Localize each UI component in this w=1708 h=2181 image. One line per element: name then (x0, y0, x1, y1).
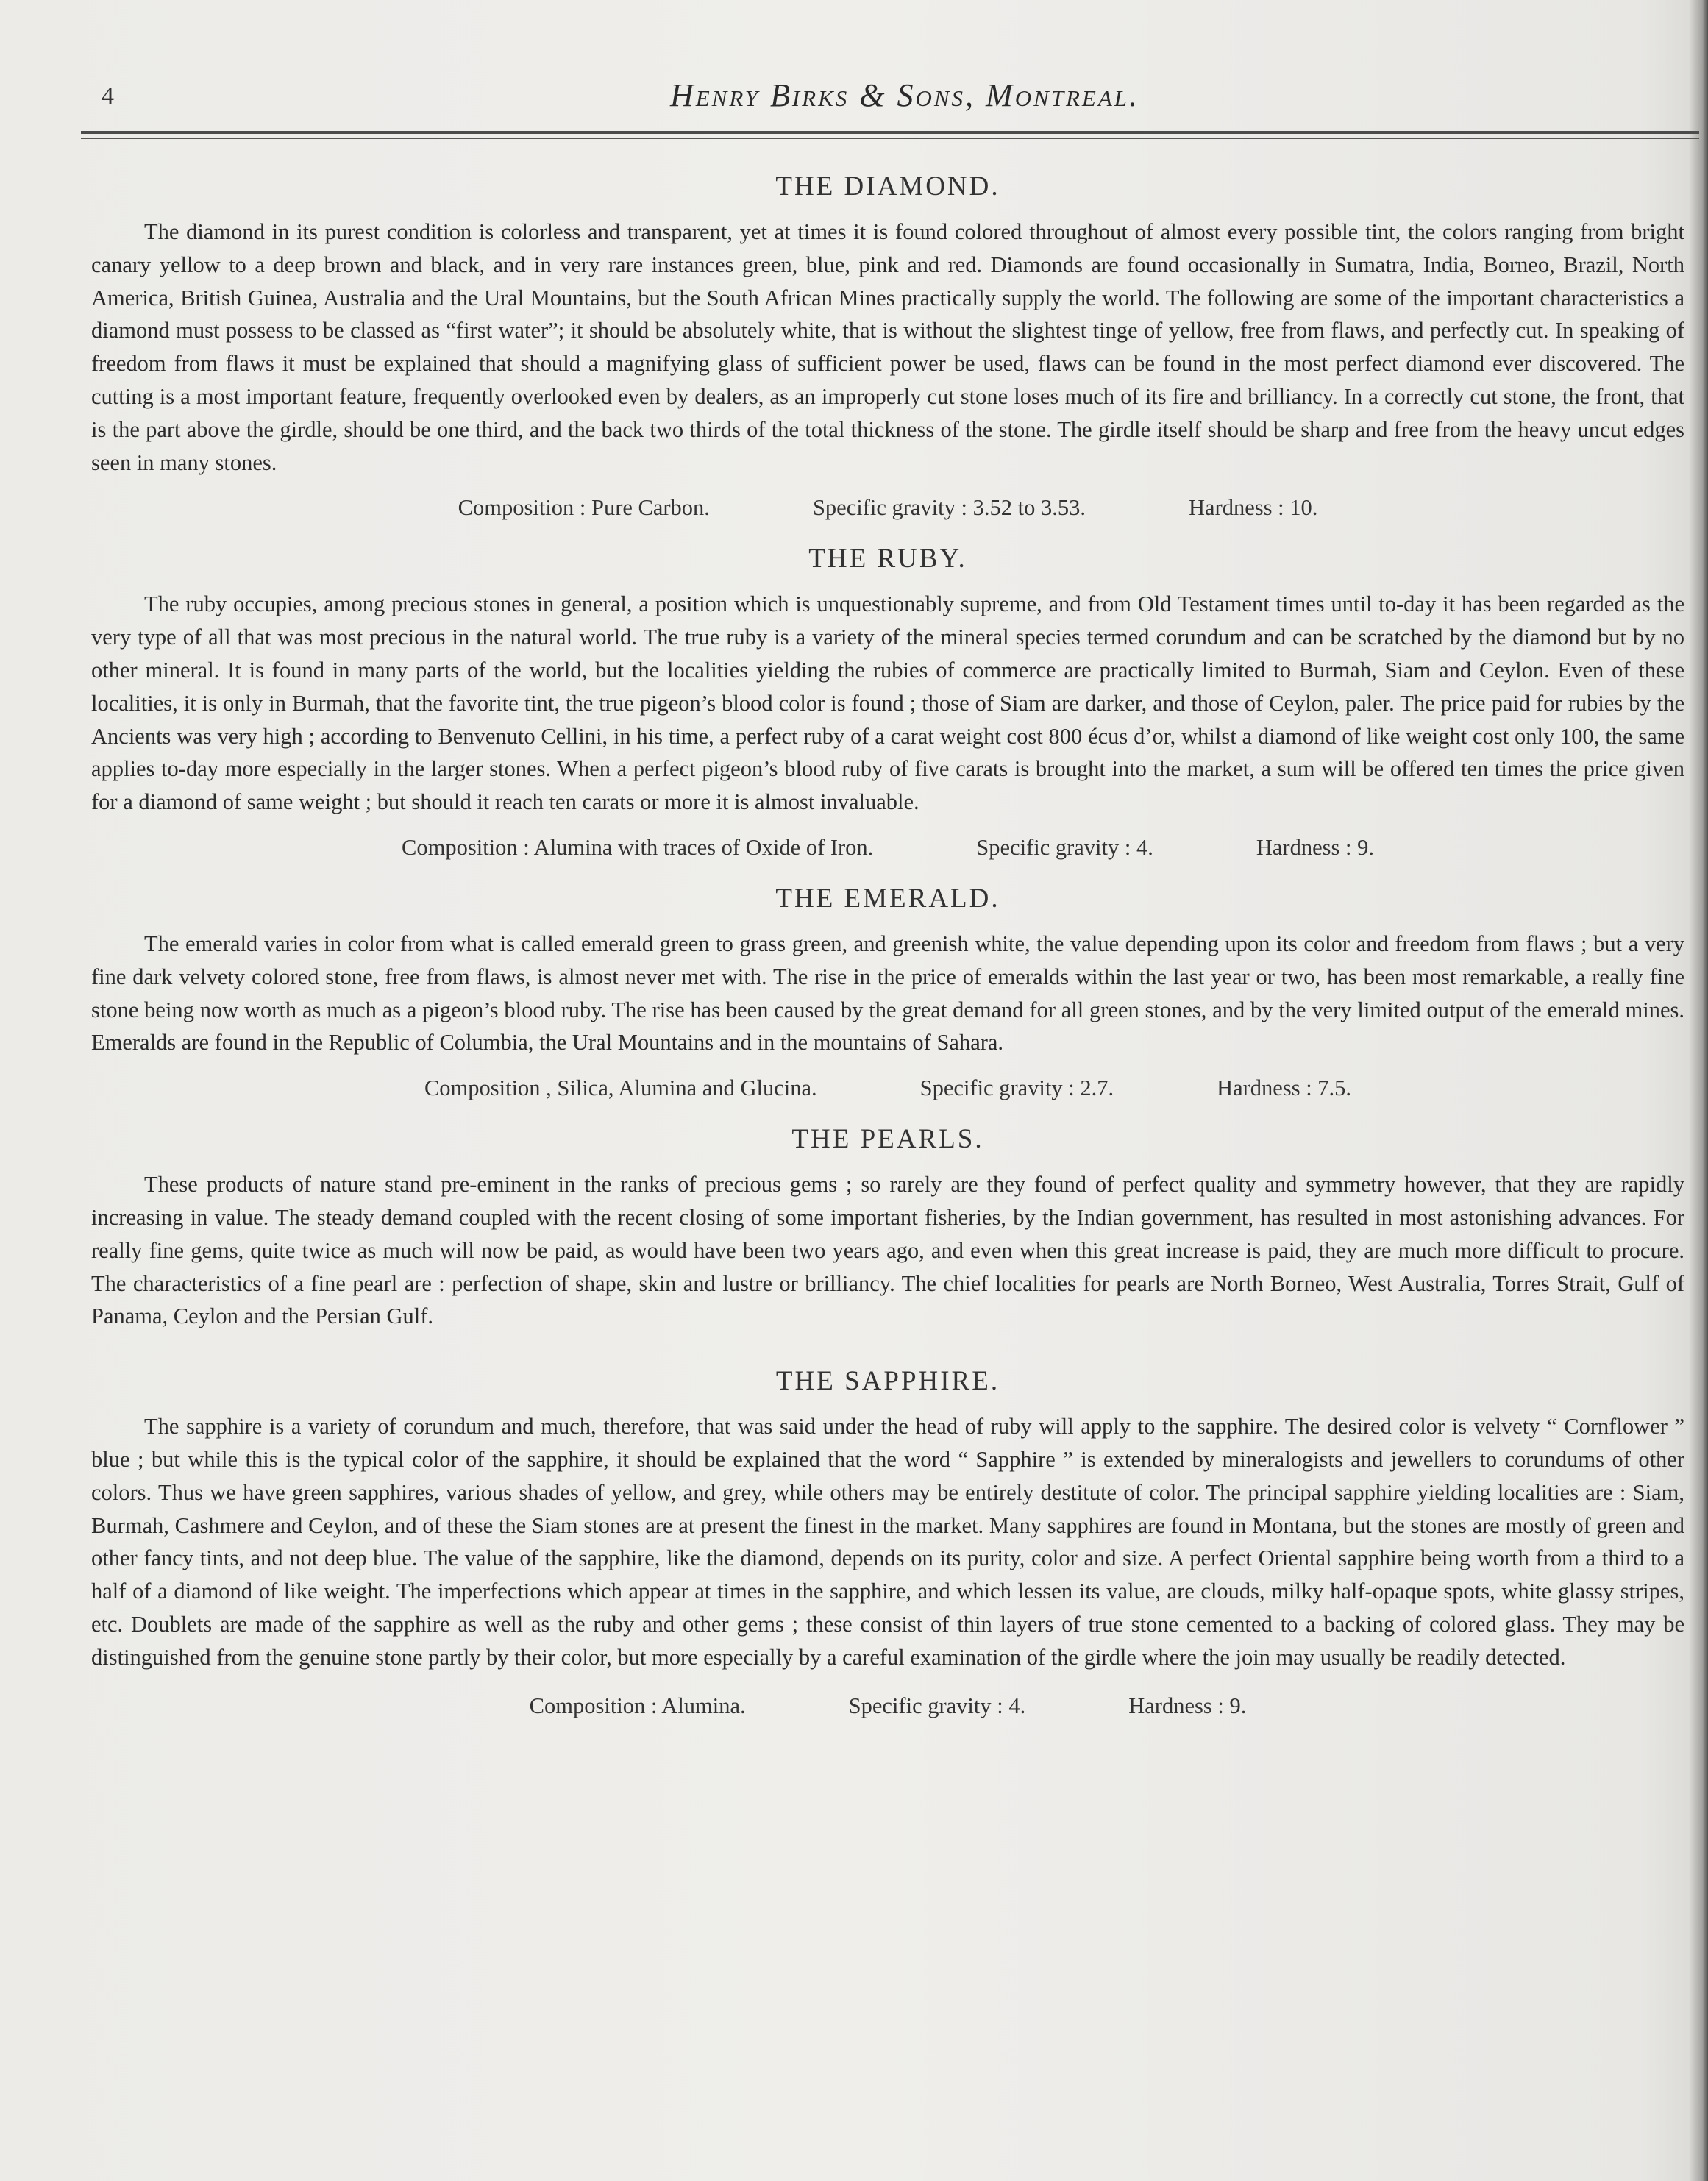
section-body: These products of nature stand pre-eminent in the ranks of precious gems ; so rarely are they found of perfect quality and symmetry however, that they are rapidly increasing in value. The steady demand coupled with the recent closing of some important fisheries, by the Indian government, has resulted in most astonishing advances. For really fine gems, quite twice as much will now be paid, as would have been two years ago, and even when this great increase is paid, they are much more difficult to procure. The characteristics of a fine pearl are : perfection of shape, skin and lustre or brilliancy. The chief localities for pearls are North Borneo, West Australia, Torres Strait, Gulf of Panama, Ceylon and the Persian Gulf. (91, 1172, 1684, 1329)
section-body: The sapphire is a variety of corundum and much, therefore, that was said under the head of ruby will apply to the sapphire. The desired color is velvety “ Cornflower ” blue ; but while this is the typical color of the sapphire, it should be explained that the word “ Sapphire ” is extended by mineralogists and jewellers to corundums of other colors. Thus we have green sapphires, various shades of yellow, and grey, while others may be entirely destitute of color. The principal sapphire yielding localities are : Siam, Burmah, Cashmere and Ceylon, and of these the Siam stones are at present the finest in the market. Many sapphires are found in Montana, but the stones are mostly of green and other fancy tints, and not deep blue. The value of the sapphire, like the diamond, depends on its purity, color and size. A perfect Oriental sapphire being worth from a third to a half of a diamond of like weight. The imperfections which appear at times in the sapphire, and which lessen its value, are clouds, milky half-opaque spots, white glassy stripes, etc. Doublets are made of the sapphire as well as the ruby and other gems ; these consist of thin layers of true stone cemented to a backing of colored glass. They may be distinguished from the genuine stone partly by their color, but more especially by a careful examination of the girdle where the join may usually be readily detected. (91, 1414, 1684, 1670)
header-rule-thin (81, 138, 1699, 139)
composition: Composition : Alumina. (529, 1693, 746, 1718)
gem-specs (91, 495, 1684, 521)
section-body: The diamond in its purest condition is colorless and transparent, yet at times it is found colored throughout of almost every possible tint, the colors ranging from bright canary yellow to a deep brown and black, and in very rare instances green, blue, pink and red. Diamonds are found occasionally in Sumatra, India, Borneo, Brazil, North America, British Guinea, Australia and the Ural Mountains, but the South African Mines practically supply the world. The following are some of the important characteristics a diamond must possess to be classed as “first water”; it should be absolutely white, that is without the slightest tinge of yellow, free from flaws, and perfectly cut. In speaking of freedom from flaws it must be explained that should a magnifying glass of sufficient power be used, flaws can be found in the most perfect diamond ever discovered. The cutting is a most important feature, frequently overlooked even by dealers, as an improperly cut stone loses much of its fire and brilliancy. In a correctly cut stone, the front, that is the part above the girdle, should be one third, and the back two thirds of the total thickness of the stone. The girdle itself should be sharp and free from the heavy uncut edges seen in many stones. (91, 219, 1684, 475)
section-emerald (91, 883, 1684, 1101)
section-title: THE PEARLS. (791, 1124, 984, 1155)
gem-specs (91, 835, 1684, 861)
specific-gravity: Specific gravity : 2.7. (919, 1075, 1114, 1101)
section-diamond (91, 171, 1684, 521)
hardness: Hardness : 10. (1188, 495, 1318, 521)
section-title: THE DIAMOND. (775, 171, 1000, 202)
section-body: The emerald varies in color from what is called emerald green to grass green, and greenish white, the value depending upon its color and freedom from flaws ; but a very fine dark velvety colored stone, free from flaws, is almost never met with. The rise in the price of emeralds within the last year or two, has been most remarkable, a really fine stone being now worth as much as a pigeon’s blood ruby. The rise has been caused by the great demand for all green stones, and by the very limited output of the emerald mines. Emeralds are found in the Republic of Columbia, the Ural Mountains and in the mountains of Sahara. (91, 931, 1684, 1056)
specific-gravity: Specific gravity : 4. (848, 1693, 1026, 1718)
section-body: The ruby occupies, among precious stones in general, a position which is unquestionably supreme, and from Old Testament times until to-day it has been regarded as the very type of all that was most precious in the natural world. The true ruby is a variety of the mineral species termed corundum and can be scratched by the diamond but by no other mineral. It is found in many parts of the world, but the localities yielding the rubies of commerce are practically limited to Burmah, Siam and Ceylon. Even of these localities, it is only in Burmah, that the favorite tint, the true pigeon’s blood color is found ; those of Siam are darker, and those of Ceylon, paler. The price paid for rubies by the Ancients was very high ; according to Benvenuto Cellini, in his time, a perfect ruby of a carat weight cost 800 écus d’or, whilst a diamond of like weight cost only 100, the same applies to-day more especially in the larger stones. When a perfect pigeon’s blood ruby of five carats is brought into the market, a sum will be offered ten times the price given for a diamond of same weight ; but should it reach ten carats or more it is almost invaluable. (91, 591, 1684, 815)
running-head: Henry Birks & Sons, Montreal. (669, 77, 1140, 113)
header-rule-thick (81, 131, 1699, 134)
hardness: Hardness : 7.5. (1217, 1075, 1352, 1101)
gem-specs (91, 1693, 1684, 1719)
composition: Composition : Pure Carbon. (458, 495, 710, 521)
hardness: Hardness : 9. (1128, 1693, 1247, 1718)
page-content (91, 154, 1684, 2170)
composition: Composition : Alumina with traces of Oxide of Iron. (402, 834, 874, 860)
specific-gravity: Specific gravity : 4. (976, 834, 1153, 860)
section-ruby (91, 543, 1684, 861)
section-title: THE RUBY. (808, 544, 967, 574)
page-number: 4 (102, 82, 114, 110)
hardness: Hardness : 9. (1256, 834, 1374, 860)
page-edge-shadow (1689, 0, 1708, 2181)
specific-gravity: Specific gravity : 3.52 to 3.53. (812, 495, 1086, 521)
composition: Composition , Silica, Alumina and Glucina. (424, 1075, 817, 1101)
section-pearls (91, 1123, 1684, 1333)
gem-specs (91, 1075, 1684, 1101)
section-title: THE EMERALD. (775, 883, 1000, 914)
section-sapphire (91, 1365, 1684, 1718)
section-title: THE SAPPHIRE. (775, 1366, 1000, 1397)
